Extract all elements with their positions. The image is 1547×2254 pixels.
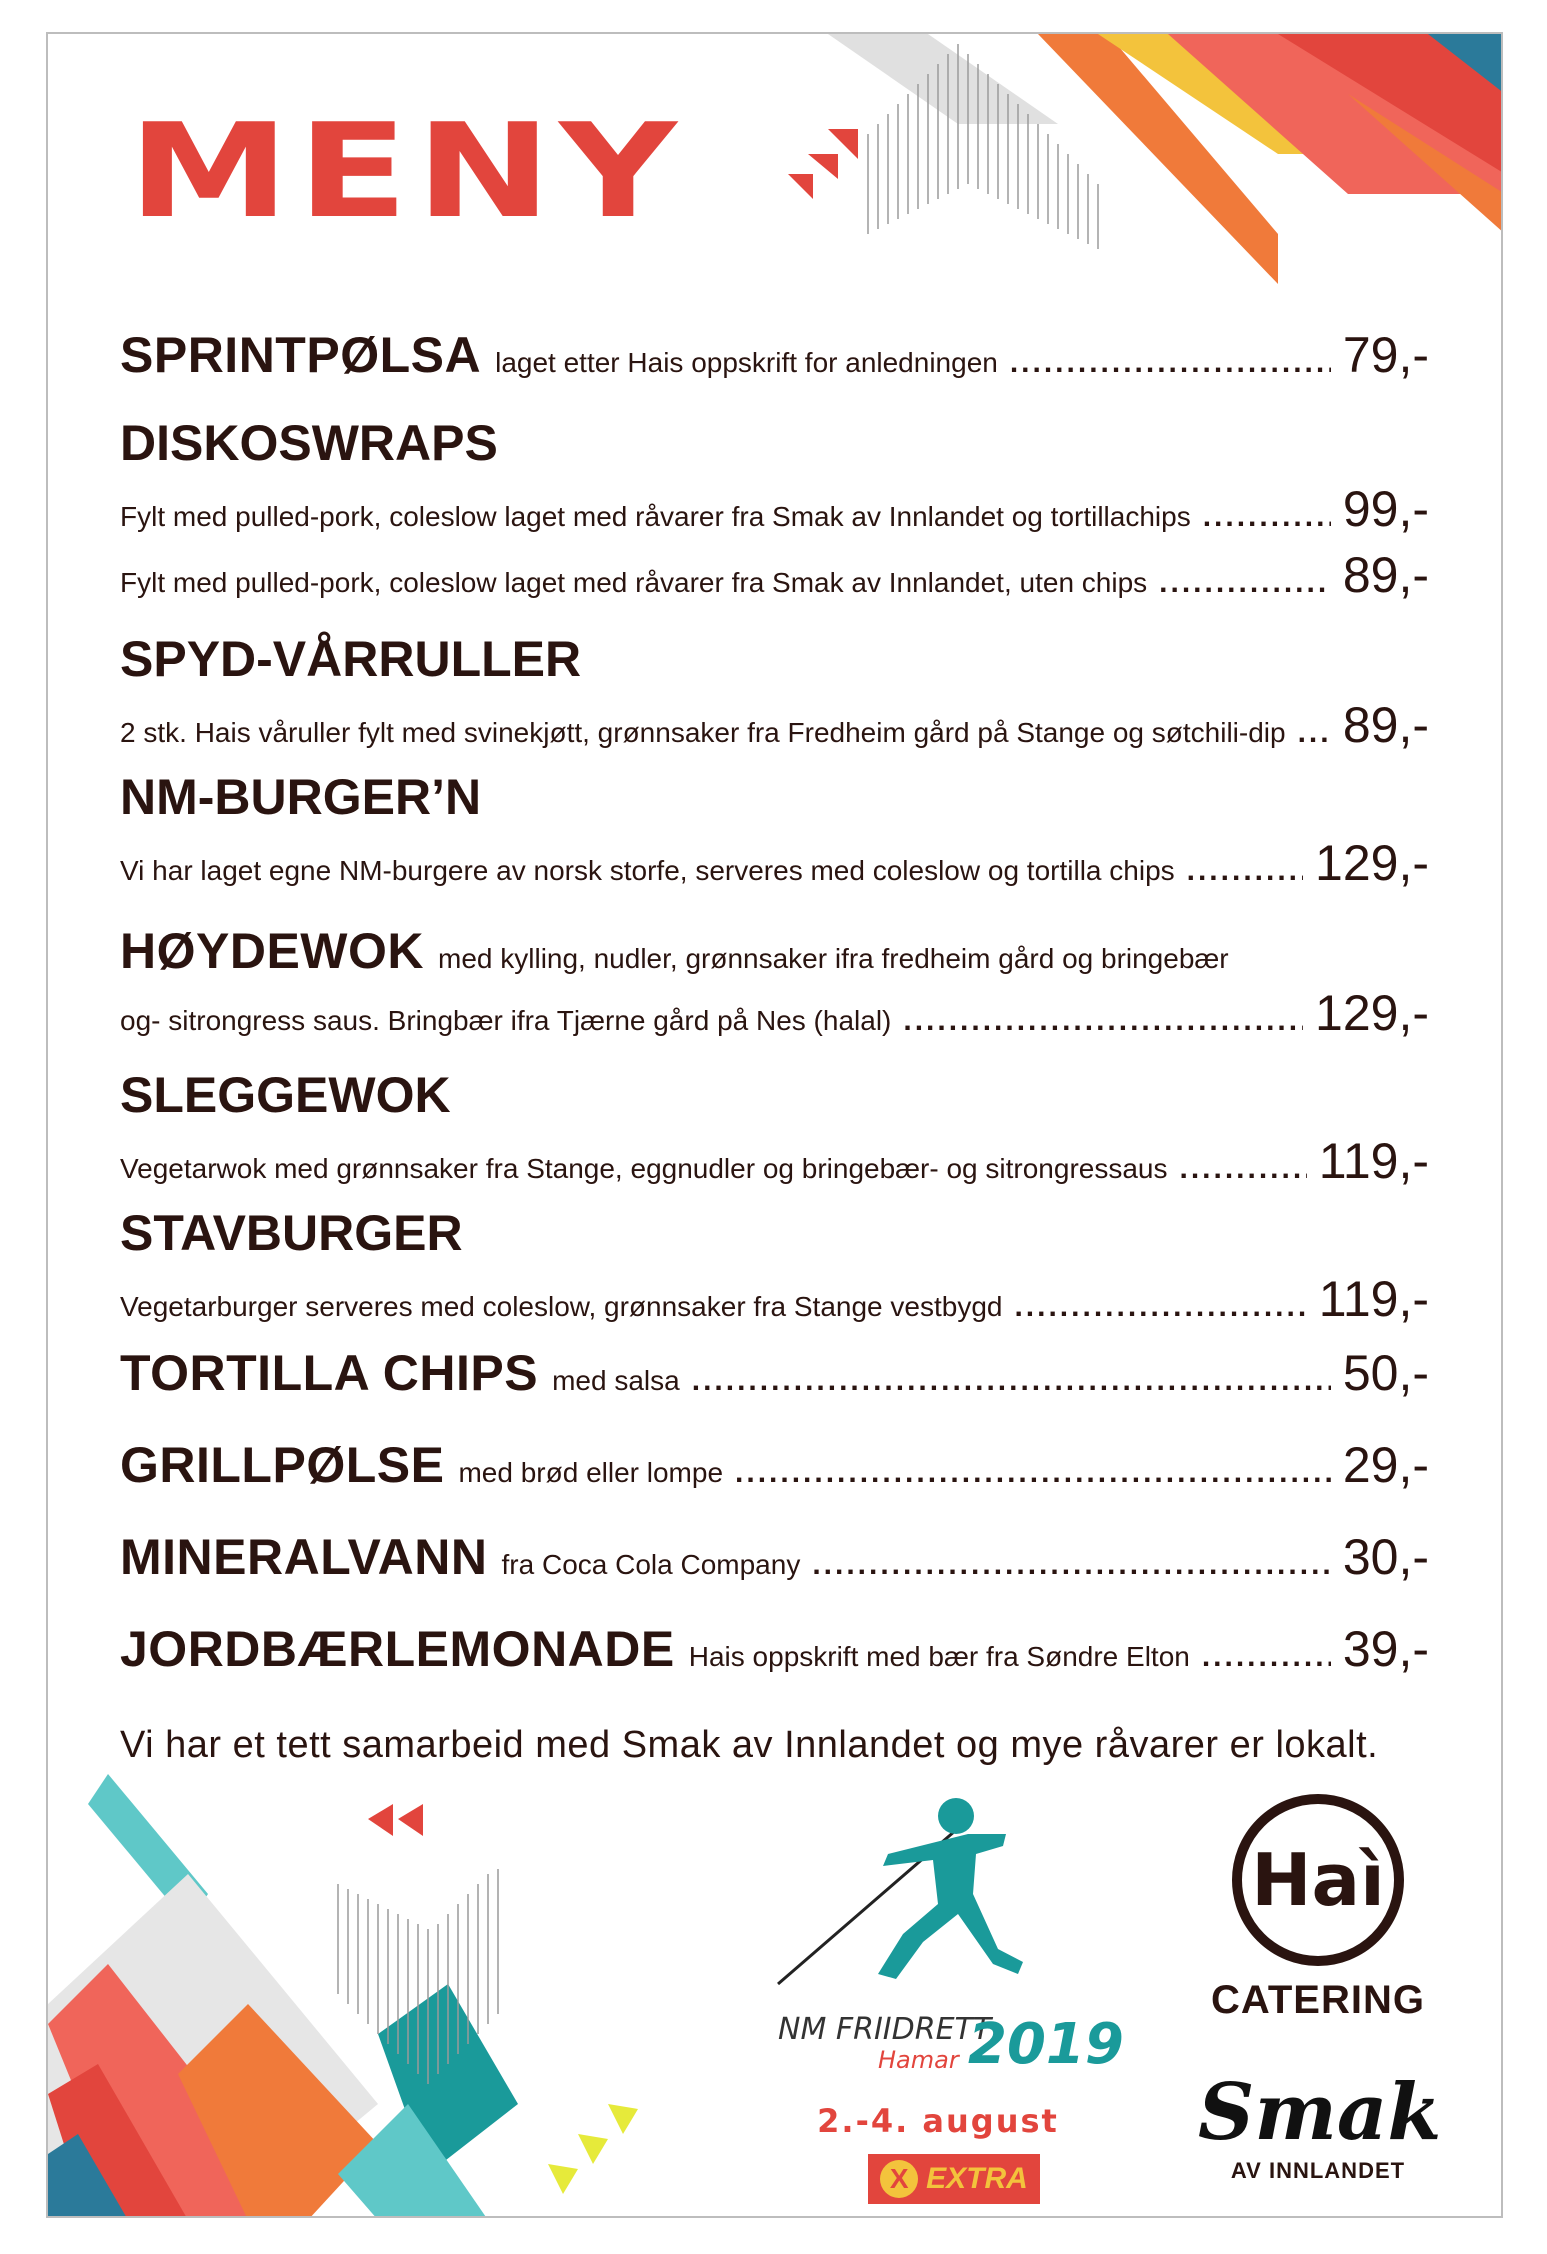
item-price: 89,- — [1342, 547, 1429, 603]
item-description: Hais oppskrift med bær fra Søndre Elton — [688, 1641, 1190, 1672]
menu-item-grillpolse — [120, 1436, 1429, 1494]
footer-note: Vi har et tett samarbeid med Smak av Innlandet og mye råvarer er lokalt. — [120, 1724, 1379, 1766]
menu-item-hoydewok — [120, 922, 1429, 1042]
event-dates: 2.-4. august — [817, 2102, 1059, 2140]
dot-leader — [1187, 854, 1303, 888]
item-description: med kylling, nudler, grønnsaker ifra fredheim gård og bringebær — [438, 943, 1229, 974]
item-description: med salsa — [552, 1365, 680, 1396]
item-name: SLEGGEWOK — [120, 1067, 451, 1123]
hai-logo-text: Haì — [1251, 1838, 1385, 1922]
dot-leader — [1159, 566, 1331, 600]
item-price: 129,- — [1315, 985, 1429, 1041]
item-description: laget etter Hais oppskrift for anledningen — [495, 347, 998, 378]
dot-leader — [735, 1456, 1331, 1490]
event-place: Hamar — [878, 2046, 959, 2074]
item-description: Vegetarburger serveres med coleslow, grønnsaker fra Stange vestbygd — [120, 1291, 1003, 1322]
dot-leader — [1298, 716, 1331, 750]
extra-label: EXTRA — [926, 2162, 1028, 2195]
menu-title: MENY — [128, 95, 685, 247]
dot-leader — [1179, 1152, 1306, 1186]
item-name: SPYD-VÅRRULLER — [120, 631, 582, 687]
hai-catering-logo — [1198, 1794, 1438, 2023]
item-price: 99,- — [1342, 481, 1429, 537]
item-name: DISKOSWRAPS — [120, 415, 498, 471]
dot-leader — [903, 1004, 1303, 1038]
menu-item-diskoswraps — [120, 415, 1429, 604]
item-price: 79,- — [1342, 327, 1429, 383]
extra-x-icon: X — [880, 2160, 918, 2198]
item-description: Fylt med pulled-pork, coleslow laget med råvarer fra Smak av Innlandet, uten chips — [120, 567, 1148, 598]
item-description: med brød eller lompe — [458, 1457, 724, 1488]
javelin-thrower-icon — [728, 1774, 1148, 2014]
menu-item-sprintpolsa — [120, 326, 1429, 384]
dot-leader — [1203, 500, 1331, 534]
menu-page — [46, 32, 1503, 2218]
menu-item-nm-burgern — [120, 769, 1429, 892]
smak-logo-text: Smak — [1198, 2067, 1442, 2158]
item-description: Vegetarwok med grønnsaker fra Stange, eggnudler og bringebær- og sitrongressaus — [120, 1153, 1168, 1184]
dot-leader — [1202, 1640, 1331, 1674]
event-name: NM FRIIDRETT — [778, 2012, 992, 2047]
av-innlandet-label: AV INNLANDET — [1230, 2158, 1406, 2183]
dot-leader — [1010, 346, 1331, 380]
extra-sponsor-logo — [868, 2154, 1040, 2204]
item-description: Vi har laget egne NM-burgere av norsk storfe, serveres med coleslow og tortilla chips — [120, 855, 1175, 886]
item-price: 29,- — [1342, 1437, 1429, 1493]
event-year: 2019 — [968, 2012, 1124, 2077]
item-name: STAVBURGER — [120, 1205, 463, 1261]
item-description-continued: og- sitrongress saus. Bringbær ifra Tjærne gård på Nes (halal) — [120, 1005, 892, 1036]
item-description: fra Coca Cola Company — [501, 1549, 801, 1580]
menu-item-tortilla-chips — [120, 1344, 1429, 1402]
hai-circle-icon — [1232, 1794, 1404, 1966]
item-price: 30,- — [1342, 1529, 1429, 1585]
item-description: 2 stk. Hais våruller fylt med svinekjøtt, grønnsaker fra Fredheim gård på Stange og søtchili-dip — [120, 717, 1286, 748]
item-name: MINERALVANN — [120, 1529, 488, 1585]
dot-leader — [1014, 1290, 1306, 1324]
item-price: 129,- — [1315, 835, 1429, 891]
menu-item-mineralvann — [120, 1528, 1429, 1586]
item-name: JORDBÆRLEMONADE — [120, 1621, 675, 1677]
item-name: SPRINTPØLSA — [120, 327, 482, 383]
item-price: 119,- — [1318, 1133, 1429, 1189]
nm-friidrett-logo — [728, 1774, 1148, 2204]
dot-leader — [692, 1364, 1331, 1398]
bottom-decoration — [48, 1774, 668, 2218]
item-price: 119,- — [1318, 1271, 1429, 1327]
menu-item-sleggewok — [120, 1067, 1429, 1190]
menu-item-jordbaerlemonade — [120, 1620, 1429, 1678]
item-name: HØYDEWOK — [120, 923, 424, 979]
catering-label: CATERING — [1211, 1978, 1425, 2022]
item-description: Fylt med pulled-pork, coleslow laget med råvarer fra Smak av Innlandet og tortillachips — [120, 501, 1191, 532]
item-name: NM-BURGER’N — [120, 769, 482, 825]
item-price: 50,- — [1342, 1345, 1429, 1401]
item-name: TORTILLA CHIPS — [120, 1345, 539, 1401]
item-name: GRILLPØLSE — [120, 1437, 445, 1493]
dot-leader — [812, 1548, 1331, 1582]
smak-av-innlandet-logo — [1198, 2067, 1442, 2184]
item-price: 39,- — [1342, 1621, 1429, 1677]
item-price: 89,- — [1342, 697, 1429, 753]
menu-item-spyd-varruller — [120, 631, 1429, 754]
menu-item-stavburger — [120, 1205, 1429, 1328]
